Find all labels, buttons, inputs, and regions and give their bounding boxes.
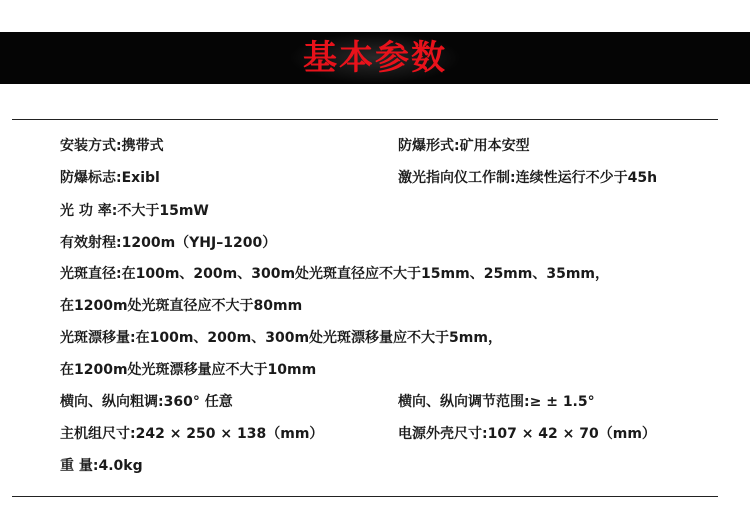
- spec-value: 1200m（YHJ–1200）: [121, 235, 277, 251]
- spec-power: [60, 202, 209, 220]
- spec-spot-drift-cont: [60, 361, 316, 379]
- spec-power-case-size: [398, 425, 656, 443]
- top-divider: [12, 119, 718, 120]
- spec-host-size: [60, 425, 323, 443]
- spec-value: 携带式: [121, 138, 164, 154]
- spec-spot-diameter: [60, 265, 609, 283]
- spec-label: 有效射程:: [60, 235, 122, 251]
- header-bar: [0, 32, 750, 84]
- spec-label: 电源外壳尺寸:: [398, 426, 488, 442]
- spec-range: [60, 234, 276, 252]
- page-title: [0, 32, 750, 84]
- spec-label: 横向、纵向调节范围:: [398, 394, 530, 410]
- spec-coarse-adjust: [60, 393, 233, 411]
- spec-install-method: [60, 137, 164, 155]
- spec-value: ≥ ± 1.5°: [529, 394, 595, 410]
- page-title-text: 基本参数: [289, 32, 461, 84]
- spec-value: 107 × 42 × 70（mm）: [487, 426, 656, 442]
- spec-value: Exibl: [121, 170, 160, 186]
- spec-value: 在1200m处光斑漂移量应不大于10mm: [60, 362, 317, 378]
- spec-explosion-mark: [60, 169, 160, 187]
- spec-value: 在100m、200m、300m处光斑直径应不大于15mm、25mm、35mm，: [121, 266, 610, 282]
- spec-value: 不大于15mW: [117, 203, 209, 219]
- spec-label: 光 功 率:: [60, 203, 118, 219]
- spec-value: 242 × 250 × 138（mm）: [135, 426, 324, 442]
- spec-label: 光斑直径:: [60, 266, 122, 282]
- spec-label: 安装方式:: [60, 138, 122, 154]
- spec-label: 激光指向仪工作制:: [398, 170, 516, 186]
- spec-explosion-type: [398, 137, 530, 155]
- spec-value: 矿用本安型: [459, 138, 530, 154]
- spec-label: 重 量:: [60, 458, 99, 474]
- spec-label: 光斑漂移量:: [60, 330, 136, 346]
- spec-adjust-range: [398, 393, 595, 411]
- spec-value: 在1200m处光斑直径应不大于80mm: [60, 298, 303, 314]
- spec-weight: [60, 457, 143, 475]
- spec-spot-drift: [60, 329, 502, 347]
- spec-label: 防爆形式:: [398, 138, 460, 154]
- spec-value: 在100m、200m、300m处光斑漂移量应不大于5mm，: [135, 330, 502, 346]
- bottom-divider: [12, 496, 718, 497]
- spec-value: 连续性运行不少于45h: [515, 170, 658, 186]
- spec-work-mode: [398, 169, 657, 187]
- spec-value: 360° 任意: [163, 394, 233, 410]
- spec-label: 防爆标志:: [60, 170, 122, 186]
- spec-label: 横向、纵向粗调:: [60, 394, 164, 410]
- spec-label: 主机组尺寸:: [60, 426, 136, 442]
- spec-value: 4.0kg: [98, 458, 143, 474]
- spec-spot-diameter-cont: [60, 297, 302, 315]
